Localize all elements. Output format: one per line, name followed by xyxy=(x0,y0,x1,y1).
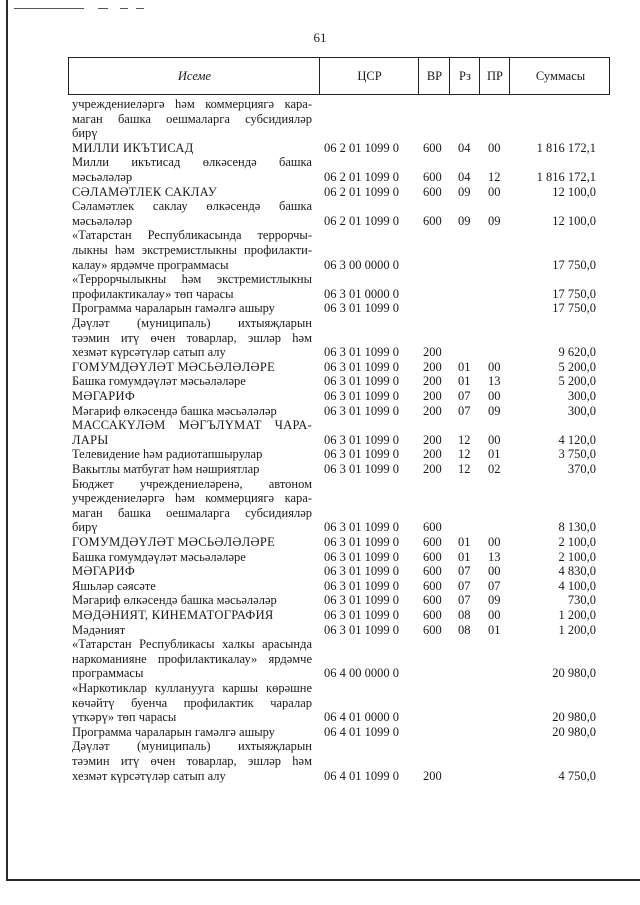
table-row xyxy=(0,477,640,535)
header-sum: Суммасы xyxy=(535,69,586,83)
row-vr: 600 xyxy=(423,593,442,608)
row-rz: 04 xyxy=(458,140,471,155)
row-name-line: үткәрү» төп чарасы xyxy=(72,710,177,725)
row-rz: 07 xyxy=(458,593,471,608)
row-name-line: тәэмин итү өчен товарлар, эшләр һәм xyxy=(72,753,312,768)
row-name-line: көчәйтү буенча профилактик чаралар xyxy=(72,695,312,710)
row-vr: 200 xyxy=(423,345,442,360)
row-sum: 300,0 xyxy=(567,403,596,418)
row-csr: 06 3 01 1099 0 xyxy=(324,389,399,403)
row-sum: 8 130,0 xyxy=(558,520,596,535)
row-name-line: Яшьләр сәясәте xyxy=(72,578,156,593)
row-rz: 07 xyxy=(458,389,471,403)
row-csr: 06 4 01 0000 0 xyxy=(324,710,399,725)
row-name xyxy=(72,447,312,462)
row-name-line: «Наркотиклар кулланууга каршы көрәшне xyxy=(72,681,312,695)
row-csr: 06 3 01 1099 0 xyxy=(324,593,399,608)
row-name xyxy=(72,564,312,579)
row-pr: 00 xyxy=(488,564,501,579)
row-name-line: «Татарстан Республикасында террорчы- xyxy=(72,228,312,243)
row-vr: 600 xyxy=(423,520,442,535)
row-sum: 17 750,0 xyxy=(552,286,596,301)
row-name-line: учреждениеләргә һәм коммерциягә кара- xyxy=(72,491,312,506)
row-vr: 600 xyxy=(423,564,442,579)
row-name xyxy=(72,316,312,360)
row-sum: 1 816 172,1 xyxy=(536,140,596,155)
page-number: 61 xyxy=(313,30,327,45)
table-row xyxy=(0,301,640,316)
row-name xyxy=(72,301,312,316)
row-rz: 04 xyxy=(458,169,471,184)
row-name-line: ГОМУМДӘҮЛӘТ МӘСЬӘЛӘЛӘРЕ xyxy=(72,535,276,549)
table-row xyxy=(0,564,640,579)
row-name xyxy=(72,360,312,375)
row-name-line: ЛАРЫ xyxy=(72,432,109,447)
row-pr: 01 xyxy=(488,622,501,637)
row-rz: 12 xyxy=(458,462,471,476)
table-row xyxy=(0,360,640,375)
row-name xyxy=(72,535,312,550)
table-row xyxy=(0,316,640,360)
row-name-line: хезмәт күрсәтүләр сатып алу xyxy=(72,768,226,783)
row-name-line: Бюджет учреждениеләренә, автоном xyxy=(72,476,312,491)
row-name-line: бирү xyxy=(72,520,98,535)
row-csr: 06 4 01 1099 0 xyxy=(324,724,399,739)
row-name-line: Телевидение һәм радиотапшырулар xyxy=(72,447,263,462)
row-pr: 13 xyxy=(488,549,501,564)
row-name xyxy=(72,681,312,725)
row-name xyxy=(72,550,312,565)
row-pr: 13 xyxy=(488,374,501,389)
row-name-line: калау» ярдәмче программасы xyxy=(72,257,229,272)
row-csr: 06 4 00 0000 0 xyxy=(324,666,399,681)
row-pr: 12 xyxy=(488,169,501,184)
row-name xyxy=(72,374,312,389)
row-sum: 4 830,0 xyxy=(558,564,596,579)
row-csr: 06 2 01 1099 0 xyxy=(324,184,399,199)
row-vr: 200 xyxy=(423,389,442,403)
table-row xyxy=(0,579,640,594)
row-pr: 00 xyxy=(488,389,501,403)
row-csr: 06 3 01 1099 0 xyxy=(324,462,399,476)
row-name-line: Сәламәтлек саклау өлкәсендә башка xyxy=(72,199,312,214)
table-row xyxy=(0,228,640,272)
row-csr: 06 3 01 1099 0 xyxy=(324,301,399,316)
row-csr: 06 3 01 1099 0 xyxy=(324,359,399,374)
header-vr: ВР xyxy=(426,69,443,83)
table-row xyxy=(0,418,640,447)
row-name-line: Дәүләт (муниципаль) ихтыяҗларын xyxy=(72,316,312,330)
row-name xyxy=(72,418,312,447)
table-row xyxy=(0,637,640,681)
row-pr: 02 xyxy=(488,462,501,476)
row-sum: 4 100,0 xyxy=(558,578,596,593)
row-sum: 20 980,0 xyxy=(552,724,596,739)
row-pr: 00 xyxy=(488,608,501,622)
row-vr: 200 xyxy=(423,768,442,783)
row-vr: 200 xyxy=(423,403,442,418)
row-name xyxy=(72,272,312,301)
table-row xyxy=(0,681,640,725)
row-csr: 06 3 01 1099 0 xyxy=(324,535,399,549)
row-name-line: «Татарстан Республикасы халкы арасында xyxy=(72,637,312,652)
row-name xyxy=(72,477,312,535)
row-sum: 1 200,0 xyxy=(558,608,596,622)
row-name-line: Вакытлы матбугат һәм нәшриятлар xyxy=(72,462,260,476)
row-name xyxy=(72,623,312,638)
row-sum: 1 200,0 xyxy=(558,622,596,637)
row-sum: 17 750,0 xyxy=(552,257,596,272)
table-row xyxy=(0,739,640,783)
row-csr: 06 2 01 1099 0 xyxy=(324,140,399,155)
row-sum: 370,0 xyxy=(567,462,596,476)
row-sum: 5 200,0 xyxy=(558,374,596,389)
row-pr: 00 xyxy=(488,535,501,549)
row-sum: 12 100,0 xyxy=(552,213,596,228)
row-vr: 200 xyxy=(423,447,442,462)
table-row xyxy=(0,404,640,419)
row-name xyxy=(72,141,312,156)
table-row xyxy=(0,550,640,565)
row-rz: 01 xyxy=(458,374,471,389)
row-rz: 09 xyxy=(458,213,471,228)
row-name-line: МИЛЛИ ИКЪТИСАД xyxy=(72,140,194,155)
row-name xyxy=(72,199,312,228)
row-csr: 06 3 01 1099 0 xyxy=(324,432,399,447)
row-rz: 01 xyxy=(458,535,471,549)
row-name xyxy=(72,97,312,141)
row-csr: 06 3 01 1099 0 xyxy=(324,622,399,637)
row-vr: 600 xyxy=(423,578,442,593)
row-rz: 01 xyxy=(458,359,471,374)
row-name xyxy=(72,155,312,184)
row-csr: 06 3 01 1099 0 xyxy=(324,564,399,579)
row-rz: 08 xyxy=(458,622,471,637)
row-name xyxy=(72,637,312,681)
row-sum: 17 750,0 xyxy=(552,301,596,316)
row-vr: 200 xyxy=(423,359,442,374)
row-vr: 200 xyxy=(423,432,442,447)
row-sum: 20 980,0 xyxy=(552,710,596,725)
table-row xyxy=(0,141,640,156)
row-sum: 730,0 xyxy=(567,593,596,608)
row-name-line: ГОМУМДӘҮЛӘТ МӘСЬӘЛӘЛӘРЕ xyxy=(72,359,276,374)
row-name-line: мәсьәләләр xyxy=(72,213,133,228)
row-sum: 5 200,0 xyxy=(558,359,596,374)
table-row xyxy=(0,608,640,623)
row-pr: 00 xyxy=(488,140,501,155)
row-csr: 06 3 01 1099 0 xyxy=(324,403,399,418)
header-name: Исеме xyxy=(177,69,212,83)
header-pr: ПР xyxy=(487,69,503,83)
row-name-line: профилактикалау» төп чарасы xyxy=(72,286,234,301)
row-name-line: маган башка оешмаларга субсидияләр xyxy=(72,505,312,520)
row-name-line: МӘДӘНИЯТ, КИНЕМАТОГРАФИЯ xyxy=(72,608,274,622)
row-csr: 06 3 01 1099 0 xyxy=(324,520,399,535)
row-name-line: Мәдәният xyxy=(72,622,126,637)
row-pr: 00 xyxy=(488,432,501,447)
row-name-line: МАССАКҮЛӘМ МӘГЪЛҮМАТ ЧАРА- xyxy=(72,418,312,433)
row-name-line: «Террорчылыкны һәм экстремистлыкны xyxy=(72,272,312,287)
table-row xyxy=(0,623,640,638)
row-sum: 3 750,0 xyxy=(558,447,596,462)
row-name-line: маган башка оешмаларга субсидияләр xyxy=(72,111,312,126)
table-row xyxy=(0,185,640,200)
row-vr: 600 xyxy=(423,535,442,549)
row-name xyxy=(72,462,312,477)
row-rz: 12 xyxy=(458,432,471,447)
row-name-line: бирү xyxy=(72,126,98,141)
row-name-line: Дәүләт (муниципаль) ихтыяҗларын xyxy=(72,739,312,754)
row-name xyxy=(72,185,312,200)
row-name xyxy=(72,389,312,404)
row-csr: 06 2 01 1099 0 xyxy=(324,169,399,184)
row-rz: 01 xyxy=(458,549,471,564)
row-name xyxy=(72,593,312,608)
row-name-line: МӘГАРИФ xyxy=(72,564,135,579)
row-pr: 07 xyxy=(488,578,501,593)
row-sum: 4 750,0 xyxy=(558,768,596,783)
row-vr: 600 xyxy=(423,549,442,564)
row-csr: 06 3 00 0000 0 xyxy=(324,257,399,272)
row-rz: 08 xyxy=(458,608,471,622)
row-csr: 06 3 01 1099 0 xyxy=(324,578,399,593)
row-csr: 06 3 01 1099 0 xyxy=(324,374,399,389)
row-pr: 00 xyxy=(488,184,501,199)
row-name xyxy=(72,579,312,594)
row-name-line: учреждениеләргә һәм коммерциягә кара- xyxy=(72,97,312,111)
table-row xyxy=(0,593,640,608)
row-name xyxy=(72,228,312,272)
row-pr: 09 xyxy=(488,403,501,418)
row-name-line: хезмәт күрсәтүләр сатып алу xyxy=(72,345,226,360)
row-csr: 06 4 01 1099 0 xyxy=(324,768,399,783)
row-sum: 2 100,0 xyxy=(558,549,596,564)
row-vr: 200 xyxy=(423,374,442,389)
row-csr: 06 3 01 0000 0 xyxy=(324,286,399,301)
row-sum: 12 100,0 xyxy=(552,184,596,199)
row-name-line: СӘЛАМӘТЛЕК САКЛАУ xyxy=(72,184,218,199)
row-name-line: лыкны һәм экстремистлыкны профилакти- xyxy=(72,242,312,257)
table-row xyxy=(0,155,640,184)
header-rz: Рз xyxy=(459,69,471,83)
row-vr: 600 xyxy=(423,140,442,155)
row-name-line: Башка гомумдәүләт мәсьәләләре xyxy=(72,374,246,389)
row-name xyxy=(72,725,312,740)
row-vr: 600 xyxy=(423,622,442,637)
row-csr: 06 3 01 1099 0 xyxy=(324,608,399,622)
table-row xyxy=(0,374,640,389)
row-sum: 4 120,0 xyxy=(558,432,596,447)
row-name xyxy=(72,739,312,783)
table-row xyxy=(0,447,640,462)
row-rz: 09 xyxy=(458,184,471,199)
row-vr: 200 xyxy=(423,462,442,476)
row-vr: 600 xyxy=(423,169,442,184)
row-name-line: Программа чараларын гамәлгә ашыру xyxy=(72,724,275,739)
row-vr: 600 xyxy=(423,608,442,622)
row-csr: 06 3 01 1099 0 xyxy=(324,549,399,564)
row-sum: 20 980,0 xyxy=(552,666,596,681)
row-name-line: Мәгариф өлкәсендә башка мәсьәләләр xyxy=(72,593,277,608)
row-name-line: Башка гомумдәүләт мәсьәләләре xyxy=(72,549,246,564)
row-name-line: программасы xyxy=(72,666,144,681)
row-csr: 06 3 01 1099 0 xyxy=(324,447,399,462)
row-vr: 600 xyxy=(423,184,442,199)
row-name-line: МӘГАРИФ xyxy=(72,389,135,403)
row-sum: 9 620,0 xyxy=(558,345,596,360)
table-row xyxy=(0,389,640,404)
table-row xyxy=(0,535,640,550)
row-pr: 09 xyxy=(488,213,501,228)
row-name-line: Мәгариф өлкәсендә башка мәсьәләләр xyxy=(72,403,277,418)
row-csr: 06 3 01 1099 0 xyxy=(324,345,399,360)
table-row xyxy=(0,462,640,477)
row-pr: 00 xyxy=(488,359,501,374)
row-rz: 07 xyxy=(458,578,471,593)
table-row xyxy=(0,199,640,228)
row-name-line: мәсьәләләр xyxy=(72,169,133,184)
table-row xyxy=(0,272,640,301)
row-rz: 07 xyxy=(458,564,471,579)
row-sum: 300,0 xyxy=(567,389,596,403)
row-sum: 2 100,0 xyxy=(558,535,596,549)
row-pr: 09 xyxy=(488,593,501,608)
header-csr: ЦСР xyxy=(357,69,382,83)
row-name-line: Программа чараларын гамәлгә ашыру xyxy=(72,301,275,316)
row-sum: 1 816 172,1 xyxy=(536,169,596,184)
row-rz: 12 xyxy=(458,447,471,462)
row-pr: 01 xyxy=(488,447,501,462)
row-name-line: Милли икътисад өлкәсендә башка xyxy=(72,155,312,170)
row-rz: 07 xyxy=(458,403,471,418)
row-csr: 06 2 01 1099 0 xyxy=(324,213,399,228)
table-row xyxy=(0,725,640,740)
row-vr: 600 xyxy=(423,213,442,228)
row-name-line: наркоманияне профилактикалау» ярдәмче xyxy=(72,651,312,666)
table-row xyxy=(0,97,640,141)
row-name-line: тәэмин итү өчен товарлар, эшләр һәм xyxy=(72,330,312,345)
row-name xyxy=(72,608,312,623)
row-name xyxy=(72,404,312,419)
